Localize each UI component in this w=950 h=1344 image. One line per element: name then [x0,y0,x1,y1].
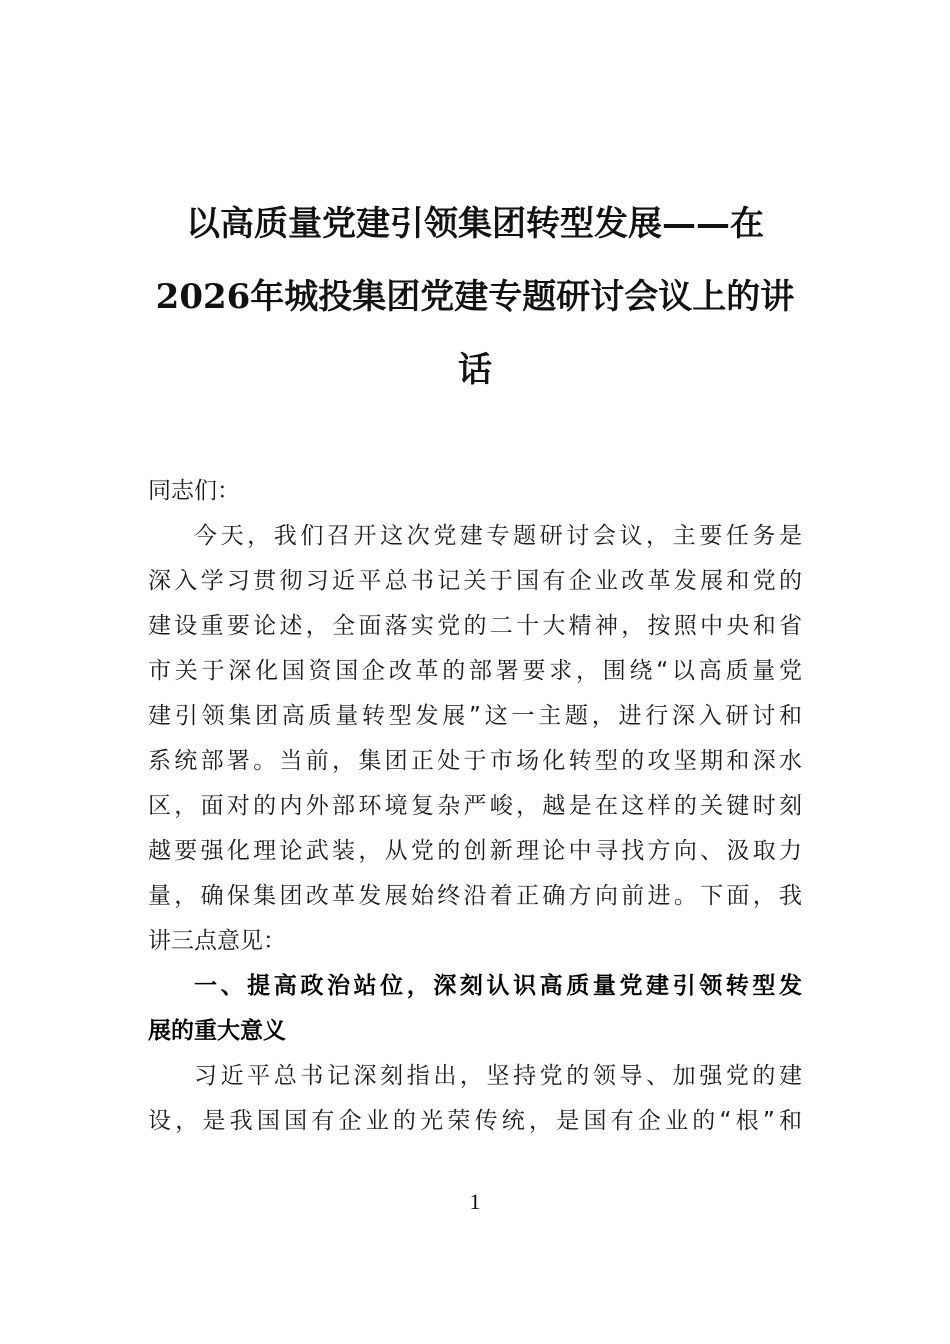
opening-paragraph [148,514,802,964]
document-body [148,469,802,1144]
paragraph-line: 设，是我国国有企业的光荣传统，是国有企业的“根”和 [148,1108,802,1134]
paragraph-line: 建引领集团高质量转型发展”这一主题，进行深入研讨和 [148,703,802,729]
section-heading-1 [148,964,802,1054]
paragraph-line: 讲三点意见： [148,928,286,954]
paragraph-line: 区，面对的内外部环境复杂严峻，越是在这样的关键时刻 [148,793,802,819]
paragraph-line: 深入学习贯彻习近平总书记关于国有企业改革发展和党的 [148,568,802,594]
paragraph-line: 习近平总书记深刻指出，坚持党的领导、加强党的建 [194,1063,802,1089]
paragraph-line: 量，确保集团改革发展始终沿着正确方向前进。下面，我 [148,883,802,909]
paragraph-line: 越要强化理论武装，从党的创新理论中寻找方向、汲取力 [148,838,802,864]
paragraph-line: 系统部署。当前，集团正处于市场化转型的攻坚期和深水 [148,748,802,774]
heading-line: 一、提高政治站位，深刻认识高质量党建引领转型发 [194,973,802,999]
heading-line: 展的重大意义 [148,1018,286,1044]
title-line: 2026年城投集团党建专题研讨会议上的讲 [155,277,795,317]
paragraph-line: 市关于深化国资国企改革的部署要求，围绕“以高质量党 [148,658,802,684]
document-title [148,188,802,407]
section-paragraph [148,1054,802,1144]
title-line: 以高质量党建引领集团转型发展——在 [186,204,764,244]
salutation: 同志们： [148,478,240,504]
title-line: 话 [458,350,492,390]
paragraph-line: 建设重要论述，全面落实党的二十大精神，按照中央和省 [148,613,802,639]
paragraph-line: 今天，我们召开这次党建专题研讨会议，主要任务是 [194,523,802,549]
page-number: 1 [469,1189,481,1214]
